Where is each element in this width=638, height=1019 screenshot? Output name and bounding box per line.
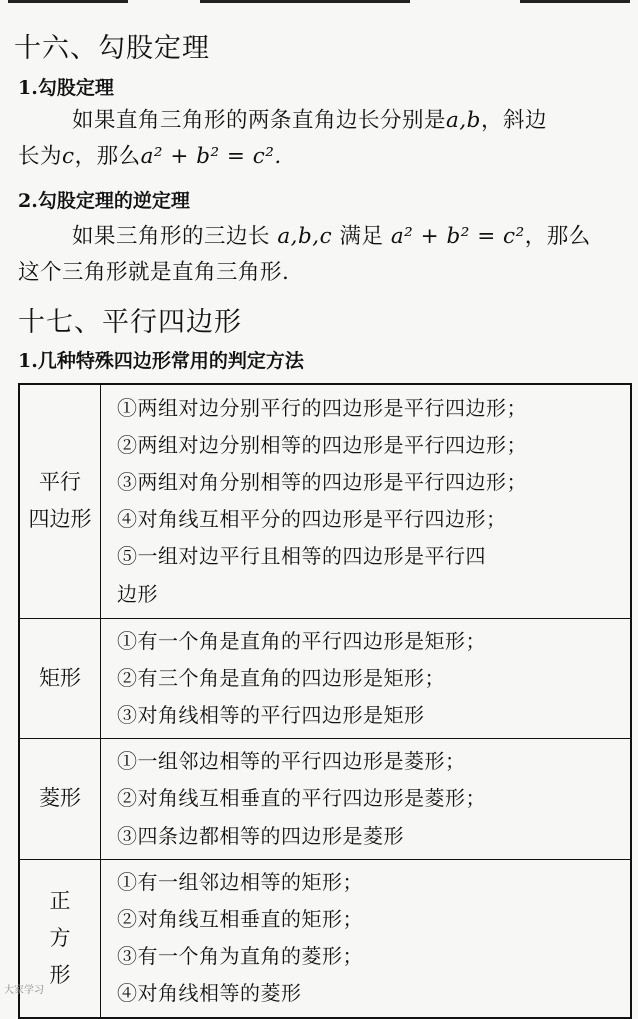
- list-item: ①有一个角是直角的平行四边形是矩形；: [117, 628, 486, 653]
- text-run: 如果三角形的三边长: [72, 224, 271, 249]
- row-name-line: 矩形: [39, 665, 81, 690]
- list-item: ⑤一组对边平行且相等的四边形是平行四: [117, 544, 486, 569]
- list-item: ③对角线相等的平行四边形是矩形: [117, 702, 425, 727]
- text-run: ，斜边: [480, 108, 547, 133]
- text-run: 如果直角三角形的两条直角边长分别是: [72, 108, 447, 133]
- section-16-title: 十六、勾股定理: [14, 33, 210, 64]
- row-name-line: 形: [49, 962, 71, 987]
- list-item: 边形: [117, 581, 158, 606]
- text-run: ，那么: [524, 224, 591, 249]
- list-item: ①两组对边分别平行的四边形是平行四边形；: [117, 395, 527, 420]
- converse-formula: a² + b² = c²: [390, 224, 525, 249]
- math-ab: a,b: [446, 108, 481, 133]
- list-item: ②对角线互相垂直的矩形；: [117, 906, 363, 931]
- text-run: ，那么: [74, 144, 141, 169]
- row-name-line: 菱形: [39, 786, 81, 811]
- table-row: [19, 618, 631, 739]
- list-item: ②两组对边分别相等的四边形是平行四边形；: [117, 432, 527, 457]
- section-17-subtitle: 1.几种特殊四边形常用的判定方法: [18, 350, 304, 372]
- section-17-title: 十七、平行四边形: [18, 307, 242, 338]
- list-item: ①一组邻边相等的平行四边形是菱形；: [117, 749, 466, 774]
- row-items-rhombus: [101, 739, 632, 860]
- list-item: ③四条边都相等的四边形是菱形: [117, 823, 404, 848]
- list-item: ②对角线互相垂直的平行四边形是菱形；: [117, 786, 486, 811]
- theorem-text-line1: [72, 106, 547, 136]
- row-name-parallelogram: [19, 384, 101, 618]
- row-name-line: 平行: [39, 470, 81, 495]
- text-run: 满足: [339, 224, 384, 249]
- list-item: ④对角线互相平分的四边形是平行四边形；: [117, 507, 507, 532]
- converse-text-line2: 这个三角形就是直角三角形.: [18, 260, 290, 285]
- list-item: ④对角线相等的菱形: [117, 981, 302, 1006]
- table-row: [19, 859, 631, 1017]
- subsection-2-title: 2.勾股定理的逆定理: [18, 190, 190, 212]
- top-rule: [0, 0, 638, 6]
- quadrilateral-methods-table: [18, 383, 632, 1019]
- text-run: 长为: [18, 144, 63, 169]
- row-name-line: 四边形: [28, 507, 92, 532]
- pythagorean-formula: a² + b² = c².: [140, 144, 282, 169]
- row-items-square: [101, 859, 632, 1017]
- list-item: ③两组对角分别相等的四边形是平行四边形；: [117, 470, 527, 495]
- row-name-line: 正: [49, 888, 71, 913]
- list-item: ①有一组邻边相等的矩形；: [117, 869, 363, 894]
- table-row: [19, 739, 631, 860]
- watermark: 大家学习: [4, 985, 44, 996]
- theorem-text-line2: [18, 142, 282, 172]
- math-c: c: [62, 144, 75, 169]
- row-name-line: 方: [49, 925, 71, 950]
- row-items-rectangle: [101, 618, 632, 739]
- row-name-rhombus: [19, 739, 101, 860]
- math-abc: a,b,c: [277, 224, 333, 249]
- converse-text-line1: [72, 222, 591, 252]
- row-items-parallelogram: [101, 384, 632, 618]
- list-item: ②有三个角是直角的四边形是矩形；: [117, 665, 445, 690]
- table-row: [19, 384, 631, 618]
- row-name-rectangle: [19, 618, 101, 739]
- subsection-1-title: 1.勾股定理: [18, 77, 114, 99]
- list-item: ③有一个角为直角的菱形；: [117, 944, 363, 969]
